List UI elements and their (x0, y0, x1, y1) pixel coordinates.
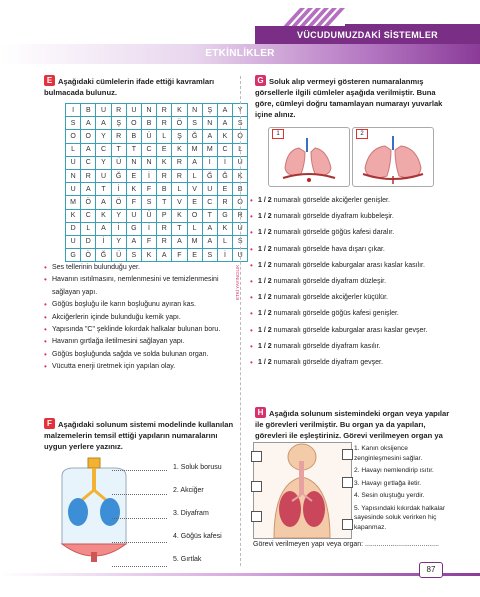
answer-box-right-1[interactable] (342, 449, 353, 460)
grid-cell[interactable]: A (96, 196, 111, 209)
grid-row (66, 143, 248, 156)
grid-cell[interactable]: F (172, 249, 187, 262)
grid-cell[interactable]: Ş (202, 104, 217, 117)
grid-cell[interactable]: İ (217, 249, 232, 262)
grid-cell[interactable]: S (187, 117, 202, 130)
grid-cell[interactable]: K (141, 249, 156, 262)
grid-cell[interactable]: Ğ (96, 249, 111, 262)
model-part-list (173, 462, 239, 566)
grid-cell[interactable]: U (96, 104, 111, 117)
page-number: 87 (419, 562, 443, 578)
clue-item: • Yapısında "C" şeklinde kıkırdak halkalar bulunan boru. (44, 324, 240, 336)
grid-row (66, 130, 248, 143)
grid-cell[interactable]: O (233, 130, 248, 143)
statement-item (250, 290, 450, 306)
grid-cell[interactable]: İ (217, 156, 232, 169)
grid-cell[interactable]: U (126, 209, 141, 222)
grid-cell[interactable]: K (172, 209, 187, 222)
grid-cell[interactable]: İ (111, 222, 126, 235)
statement-item (250, 258, 450, 274)
statement-text: numaralı görselde akciğerler küçülür. (273, 294, 388, 302)
grid-row (66, 222, 248, 235)
grid-cell[interactable]: Ü (111, 249, 126, 262)
statement-list (250, 193, 450, 371)
grid-cell[interactable]: Ü (111, 156, 126, 169)
section-f-instruction: F Aşağıdaki solunum sistemi modelinde kullanılan malzemelerin temsil ettiği yapıların numaralarını uygun yerlere yazınız. (44, 419, 234, 451)
model-part-item: 4. Göğüs kafesi (173, 533, 222, 540)
grid-cell[interactable]: K (233, 169, 248, 182)
section-g-badge: G (255, 75, 266, 86)
grid-cell[interactable]: N (141, 156, 156, 169)
grid-cell[interactable]: O (187, 209, 202, 222)
grid-cell[interactable]: Ö (111, 196, 126, 209)
grid-cell[interactable]: E (217, 183, 232, 196)
grid-cell[interactable]: K (217, 130, 232, 143)
grid-cell[interactable]: L (233, 143, 248, 156)
statement-text: numaralı görselde diyafram kasılır. (273, 342, 381, 350)
answer-box-left-2[interactable] (251, 481, 262, 492)
grid-cell[interactable]: I (66, 104, 81, 117)
grid-cell[interactable]: Ş (172, 130, 187, 143)
clue-item: • Göğüs boşluğu ile karın boşluğunu ayıran kas. (44, 299, 240, 311)
grid-cell[interactable]: R (217, 196, 232, 209)
choice-label[interactable]: 1 / 2 (258, 197, 272, 204)
grid-cell[interactable]: Y (233, 104, 248, 117)
choice-label[interactable]: 1 / 2 (258, 310, 272, 318)
statement-text: numaralı görselde diyafram kubbeleşir. (273, 213, 394, 221)
section-e-instruction: E Aşağıdaki cümlelerin ifade ettiği kavramları bulmacada bulunuz. (44, 76, 215, 97)
task-item: 4. Sesin oluştuğu yerdir. (354, 492, 425, 499)
grid-cell[interactable]: G (217, 209, 232, 222)
statement-text: numaralı görselde göğüs kafesi daralır. (273, 229, 395, 237)
footer-bar (0, 573, 480, 576)
section-g-instruction: G Soluk alıp vermeyi gösteren numaralanmış görsellerle ilgili cümleler aşağıda verilmiştir. Buna göre, cümleyi doğru tamamlayan numarayı yuvarlak içine alınız. (255, 76, 443, 119)
clue-item: • Havanın ısıtılmasını, nemlenmesini ve temizlenmesini sağlayan yapı. (44, 274, 240, 299)
grid-cell[interactable]: K (172, 143, 187, 156)
statement-text: numaralı görselde akciğerler genişler. (273, 197, 390, 204)
choice-label[interactable]: 1 / 2 (258, 245, 272, 253)
breathing-image-2 (352, 127, 434, 187)
model-part-item: 2. Akciğer (173, 487, 204, 494)
clue-item: • Akciğerlerin içinde bulunduğu kemik yapı. (44, 312, 240, 324)
grid-cell[interactable]: İ (96, 235, 111, 248)
choice-label[interactable]: 1 / 2 (258, 278, 272, 286)
grid-cell[interactable]: Ğ (111, 169, 126, 182)
grid-cell[interactable]: A (126, 235, 141, 248)
grid-cell[interactable]: A (96, 117, 111, 130)
grid-cell[interactable]: R (157, 235, 172, 248)
grid-cell[interactable]: A (172, 235, 187, 248)
grid-cell[interactable]: C (96, 143, 111, 156)
grid-cell[interactable]: B (81, 104, 96, 117)
grid-cell[interactable]: G (126, 222, 141, 235)
statement-item (250, 323, 450, 339)
grid-cell[interactable]: C (202, 196, 217, 209)
choice-label[interactable]: 1 / 2 (258, 326, 272, 334)
grid-cell[interactable]: B (126, 130, 141, 143)
grid-cell[interactable]: T (172, 222, 187, 235)
grid-cell[interactable]: A (96, 222, 111, 235)
image-2-label: 2 (356, 129, 368, 139)
grid-cell[interactable]: Ğ (217, 169, 232, 182)
model-part-item: 3. Diyafram (173, 510, 209, 517)
clue-item: • Vücutta enerji üretmek için yapılan olay. (44, 361, 240, 373)
grid-cell[interactable]: İ (141, 169, 156, 182)
grid-cell[interactable]: A (202, 222, 217, 235)
answer-box-left-1[interactable] (251, 451, 262, 462)
grid-cell[interactable]: N (187, 104, 202, 117)
missing-structure-prompt[interactable]: Görevi verilmeyen yapı veya organ: ...................................... (253, 541, 439, 548)
grid-cell[interactable]: S (233, 117, 248, 130)
grid-cell[interactable]: Y (96, 156, 111, 169)
grid-cell[interactable]: L (187, 222, 202, 235)
grid-cell[interactable]: V (172, 196, 187, 209)
grid-cell[interactable]: A (187, 156, 202, 169)
grid-cell[interactable]: M (187, 235, 202, 248)
statement-text: numaralı görselde hava dışarı çıkar. (273, 245, 385, 253)
grid-cell[interactable]: D (66, 222, 81, 235)
grid-cell[interactable]: R (157, 117, 172, 130)
grid-cell[interactable]: S (233, 235, 248, 248)
task-item: 1. Kanın oksijence zenginleşmesini sağlar. (354, 445, 423, 462)
statement-text: numaralı görselde göğüs kafesi genişler. (273, 310, 399, 318)
grid-cell[interactable]: Ö (81, 196, 96, 209)
grid-cell[interactable]: S (202, 249, 217, 262)
grid-cell[interactable]: Ş (111, 117, 126, 130)
choice-label[interactable]: 1 / 2 (258, 359, 272, 367)
grid-row (66, 249, 248, 262)
grid-cell[interactable]: U (233, 222, 248, 235)
grid-cell[interactable]: K (96, 209, 111, 222)
grid-row (66, 235, 248, 248)
column-divider (240, 76, 241, 566)
grid-cell[interactable]: B (233, 183, 248, 196)
grid-cell[interactable]: A (157, 249, 172, 262)
grid-cell[interactable]: R (111, 130, 126, 143)
model-part-item: 5. Gırtlak (173, 556, 202, 563)
grid-cell[interactable]: U (233, 156, 248, 169)
grid-row (66, 104, 248, 117)
grid-cell[interactable]: U (96, 169, 111, 182)
grid-cell[interactable]: M (187, 143, 202, 156)
grid-cell[interactable]: Ö (81, 249, 96, 262)
grid-cell[interactable]: F (126, 196, 141, 209)
task-item: 2. Havayı nemlendirip ısıtır. (354, 467, 434, 474)
grid-cell[interactable]: E (187, 249, 202, 262)
grid-cell[interactable]: R (157, 169, 172, 182)
grid-cell[interactable]: Y (111, 235, 126, 248)
model-part-item: 1. Soluk borusu (173, 464, 222, 471)
choice-label[interactable]: 1 / 2 (258, 229, 272, 237)
answer-box-right-3[interactable] (342, 519, 353, 530)
grid-cell[interactable]: E (187, 196, 202, 209)
breathing-image-1 (268, 127, 350, 187)
grid-cell[interactable]: A (81, 183, 96, 196)
statement-item (250, 274, 450, 290)
grid-cell[interactable]: L (187, 169, 202, 182)
grid-cell[interactable]: Ö (172, 117, 187, 130)
choice-label[interactable]: 1 / 2 (258, 294, 272, 302)
task-list (354, 444, 450, 535)
grid-cell[interactable]: F (141, 235, 156, 248)
answer-box-right-2[interactable] (342, 477, 353, 488)
grid-cell[interactable]: F (141, 183, 156, 196)
grid-cell[interactable]: O (66, 130, 81, 143)
task-item: 3. Havayı gırtlağa iletir. (354, 479, 422, 487)
grid-cell[interactable]: K (126, 183, 141, 196)
clue-list (44, 262, 240, 374)
grid-cell[interactable]: K (66, 209, 81, 222)
grid-cell[interactable]: U (66, 183, 81, 196)
grid-cell[interactable]: E (126, 169, 141, 182)
statement-item (250, 355, 450, 371)
grid-cell[interactable]: A (81, 143, 96, 156)
grid-cell[interactable]: Y (96, 130, 111, 143)
grid-cell[interactable]: Ğ (187, 130, 202, 143)
grid-row (66, 209, 248, 222)
blank-lines (112, 462, 167, 567)
grid-cell[interactable]: M (66, 196, 81, 209)
grid-cell[interactable]: U (66, 156, 81, 169)
grid-cell[interactable]: O (81, 130, 96, 143)
statement-item (250, 339, 450, 355)
grid-cell[interactable]: İ (141, 222, 156, 235)
grid-row (66, 196, 248, 209)
grid-cell[interactable]: T (157, 196, 172, 209)
grid-cell[interactable]: B (157, 183, 172, 196)
grid-cell[interactable]: A (217, 117, 232, 130)
grid-cell[interactable]: R (111, 104, 126, 117)
publisher-side-note: ETKİ YAYINCILIK (235, 264, 240, 300)
grid-cell[interactable]: İ (202, 156, 217, 169)
statement-item (250, 242, 450, 258)
grid-row (66, 156, 248, 169)
grid-cell[interactable]: N (141, 104, 156, 117)
grid-cell[interactable]: C (141, 143, 156, 156)
task-item: 5. Yapısındaki kıkırdak halkalar sayesinde soluk verirken hiç kapanmaz. (354, 504, 446, 531)
statement-text: numaralı görselde diyafram düzleşir. (273, 278, 387, 286)
grid-cell[interactable]: U (126, 104, 141, 117)
grid-cell[interactable]: A (81, 117, 96, 130)
statement-item (250, 193, 450, 209)
grid-cell[interactable]: S (141, 196, 156, 209)
grid-cell[interactable]: İ (111, 183, 126, 196)
section-f-badge: F (44, 418, 55, 429)
grid-cell[interactable]: T (96, 183, 111, 196)
statement-text: numaralı görselde diyafram gevşer. (273, 359, 383, 367)
statement-text: numaralı görselde kaburgalar arası kaslar kasılır. (273, 261, 425, 269)
choice-label[interactable]: 1 / 2 (258, 213, 272, 221)
grid-cell[interactable]: P (157, 209, 172, 222)
grid-cell[interactable]: N (126, 156, 141, 169)
section-h-instruction: H Aşağıda solunum sistemindeki organ veya yapılar ile görevleri verilmiştir. Bu organ ya da yapıları, görevleri ile eşleştiriniz. Görevi verilmeyen organ ya (255, 408, 450, 440)
grid-cell[interactable]: O (126, 117, 141, 130)
grid-cell[interactable]: R (157, 222, 172, 235)
clue-item: • Ses tellerinin bulunduğu yer. (44, 262, 240, 274)
grid-cell[interactable]: L (172, 183, 187, 196)
grid-cell[interactable]: Ü (141, 209, 156, 222)
statement-text: numaralı görselde kaburgalar arası kaslar gevşer. (273, 326, 428, 334)
grid-cell[interactable]: L (217, 235, 232, 248)
grid-row (66, 183, 248, 196)
respiratory-system-image (253, 442, 352, 539)
grid-cell[interactable]: T (126, 143, 141, 156)
clue-item: • Havanın gırtlağa iletilmesini sağlayan yapı. (44, 336, 240, 348)
section-h-badge: H (255, 407, 266, 418)
grid-cell[interactable]: T (202, 209, 217, 222)
statement-item (250, 306, 450, 322)
grid-cell[interactable]: C (217, 143, 232, 156)
grid-cell[interactable]: S (126, 249, 141, 262)
answer-box-left-3[interactable] (251, 511, 262, 522)
grid-cell[interactable]: A (202, 235, 217, 248)
grid-row (66, 117, 248, 130)
clue-item: • Göğüs boşluğunda sağda ve solda bulunan organ. (44, 349, 240, 361)
grid-cell[interactable]: Ü (141, 130, 156, 143)
grid-cell[interactable]: U (233, 249, 248, 262)
grid-cell[interactable]: L (157, 130, 172, 143)
grid-cell[interactable]: R (81, 169, 96, 182)
unit-title: VÜCUDUMUZDAKİ SİSTEMLER (255, 26, 480, 44)
grid-cell[interactable]: O (233, 196, 248, 209)
grid-cell[interactable]: L (81, 222, 96, 235)
image-1-label: 1 (272, 129, 284, 139)
grid-cell[interactable]: C (81, 156, 96, 169)
grid-cell[interactable]: A (217, 104, 232, 117)
choice-label[interactable]: 1 / 2 (258, 261, 272, 269)
grid-cell[interactable]: V (187, 183, 202, 196)
grid-cell[interactable]: K (157, 156, 172, 169)
statement-item (250, 209, 450, 225)
grid-cell[interactable]: M (202, 143, 217, 156)
grid-cell[interactable]: N (66, 169, 81, 182)
grid-cell[interactable]: D (81, 235, 96, 248)
statement-item (250, 225, 450, 241)
word-search-grid (65, 103, 248, 262)
grid-cell[interactable]: C (81, 209, 96, 222)
grid-cell[interactable]: T (111, 143, 126, 156)
grid-cell[interactable]: K (172, 104, 187, 117)
grid-cell[interactable]: U (66, 235, 81, 248)
grid-cell[interactable]: S (66, 117, 81, 130)
grid-cell[interactable]: N (202, 117, 217, 130)
grid-cell[interactable]: K (217, 222, 232, 235)
section-e-badge: E (44, 75, 55, 86)
grid-cell[interactable]: A (202, 130, 217, 143)
grid-cell[interactable]: R (157, 104, 172, 117)
grid-cell[interactable]: L (66, 143, 81, 156)
grid-cell[interactable]: E (157, 143, 172, 156)
grid-cell[interactable]: R (172, 169, 187, 182)
grid-cell[interactable]: B (141, 117, 156, 130)
grid-cell[interactable]: Y (111, 209, 126, 222)
section-title: ETKİNLİKLER (205, 48, 275, 59)
grid-cell[interactable]: G (66, 249, 81, 262)
grid-cell[interactable]: R (172, 156, 187, 169)
choice-label[interactable]: 1 / 2 (258, 342, 272, 350)
grid-cell[interactable]: Ğ (202, 169, 217, 182)
grid-cell[interactable]: R (233, 209, 248, 222)
grid-row (66, 169, 248, 182)
grid-cell[interactable]: U (202, 183, 217, 196)
